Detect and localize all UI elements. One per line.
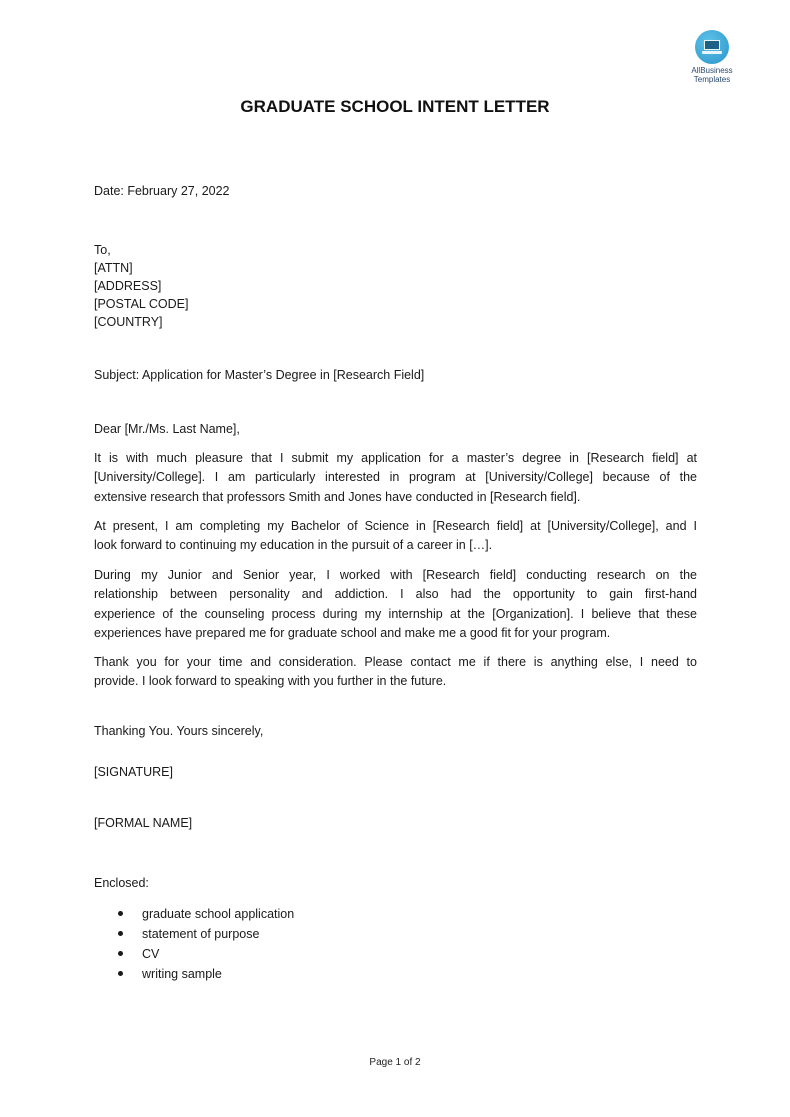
body-paragraph-3 [94,566,697,643]
list-item-label: writing sample [142,967,222,981]
logo-text [678,66,746,84]
paragraph-line: provide. I look forward to speaking with you further in the future. [94,674,447,689]
list-item-label: graduate school application [142,907,295,921]
logo-line-1: AllBusiness [691,66,733,75]
laptop-icon [695,30,729,64]
body-paragraph-2 [94,517,697,556]
closing: Thanking You. Yours sincerely, [94,724,264,738]
paragraph-line: experience of the counseling process during my internship at the [Organization]. I believe that these [94,606,697,621]
recipient-postal-code: [POSTAL CODE] [94,297,189,311]
bullet-icon [118,911,123,916]
bullet-icon [118,931,123,936]
bullet-icon [118,951,123,956]
letter-subject: Subject: Application for Master’s Degree in [Research Field] [94,368,425,382]
list-item [94,944,294,964]
recipient-address: [ADDRESS] [94,279,162,293]
enclosed-list [94,904,294,984]
paragraph-line: look forward to continuing my education in the pursuit of a career in […]. [94,538,493,553]
paragraph-line: At present, I am completing my Bachelor of Science in [Research field] at [University/College], and I [94,519,697,533]
page-footer: Page 1 of 2 [369,1057,421,1068]
recipient-attn: [ATTN] [94,261,133,275]
list-item [94,964,294,984]
paragraph-line: extensive research that professors Smith and Jones have conducted in [Research field]. [94,489,581,504]
recipient-to: To, [94,243,111,257]
salutation: Dear [Mr./Ms. Last Name], [94,422,240,436]
list-item-label: statement of purpose [142,927,260,941]
list-item [94,904,294,924]
paragraph-line: relationship between personality and addiction. I also had the opportunity to gain first-hand [94,587,697,602]
list-item [94,924,294,944]
enclosed-label: Enclosed: [94,876,149,890]
paragraph-line: During my Junior and Senior year, I worked with [Research field] conducting research on the [94,568,697,582]
formal-name-placeholder: [FORMAL NAME] [94,816,193,830]
paragraph-line: [University/College]. I am particularly interested in program at [University/College] because of the [94,470,697,485]
logo-line-2: Templates [693,75,731,84]
brand-logo [684,30,740,84]
bullet-icon [118,971,123,976]
body-paragraph-4 [94,653,697,692]
document-title: GRADUATE SCHOOL INTENT LETTER [240,97,550,116]
paragraph-line: Thank you for your time and consideration. Please contact me if there is anything else, I need to [94,655,697,669]
paragraph-line: experiences have prepared me for graduate school and make me a good fit for your program. [94,625,611,640]
list-item-label: CV [142,947,160,961]
paragraph-line: It is with much pleasure that I submit my application for a master’s degree in [Research field] at [94,451,697,465]
recipient-country: [COUNTRY] [94,315,163,329]
body-paragraph-1 [94,449,697,507]
letter-date: Date: February 27, 2022 [94,184,230,198]
signature-placeholder: [SIGNATURE] [94,765,173,779]
